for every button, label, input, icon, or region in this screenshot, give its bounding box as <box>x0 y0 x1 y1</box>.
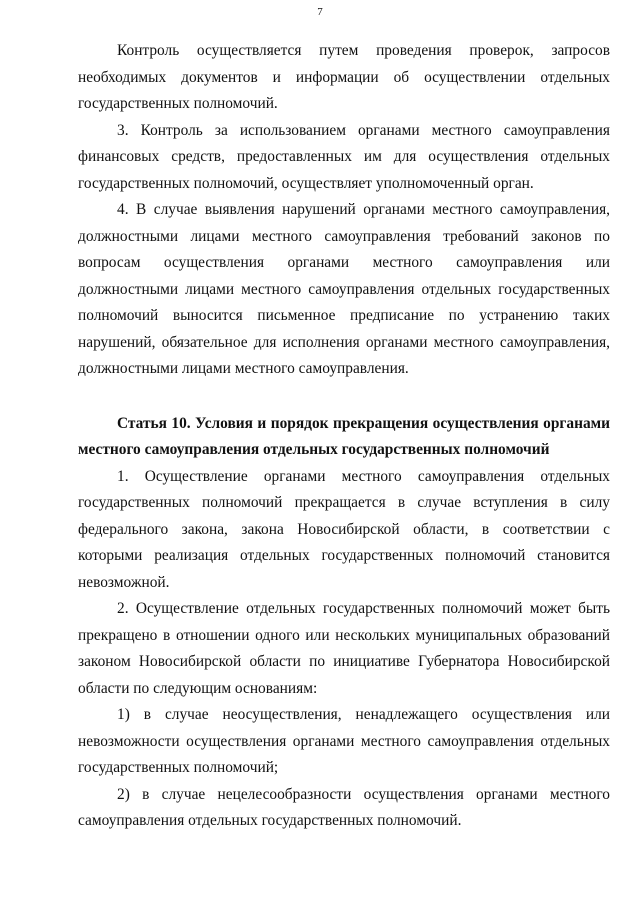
page-number: 7 <box>317 6 323 18</box>
body-paragraph: Контроль осуществляется путем проведения проверок, запросов необходимых документов и информации об осуществлении отдельных государственных полномочий. <box>78 42 610 112</box>
article-paragraph: 1. Осуществление органами местного самоуправления отдельных государственных полномочий прекращается в случае вступления в силу федерального закона, закона Новосибирской области, в соответствии с которыми реализация отдельных государственных полномочий становится невозможной. <box>78 467 610 591</box>
body-paragraph: 4. В случае выявления нарушений органами местного самоуправления, должностными лицами местного самоуправления требований законов по вопросам осуществления органами местного самоуправления или должностными лицами местного самоуправления отдельных государственных полномочий выносится письменное предписание по устранению таких нарушений, обязательное для исполнения органами местного самоуправления, должностными лицами местного самоуправления. <box>78 201 610 377</box>
body-paragraph: 3. Контроль за использованием органами местного самоуправления финансовых средств, предоставленных им для осуществления отдельных государственных полномочий, осуществляет уполномоченный орган. <box>78 121 610 192</box>
article-paragraph: 2. Осуществление отдельных государственных полномочий может быть прекращено в отношении одного или нескольких муниципальных образований законом Новосибирской области по инициативе Губернатора Новосибирской области по следующим основаниям: <box>78 600 610 697</box>
article-list-item: 1) в случае неосуществления, ненадлежащего осуществления или невозможности осуществления органами местного самоуправления отдельных государственных полномочий; <box>78 706 610 776</box>
article-heading: Статья 10. Условия и порядок прекращения осуществления органами местного самоуправления отдельных государственных полномочий <box>78 414 610 458</box>
document-body <box>78 38 610 835</box>
article-list-item: 2) в случае нецелесообразности осуществления органами местного самоуправления отдельных государственных полномочий. <box>78 785 610 829</box>
